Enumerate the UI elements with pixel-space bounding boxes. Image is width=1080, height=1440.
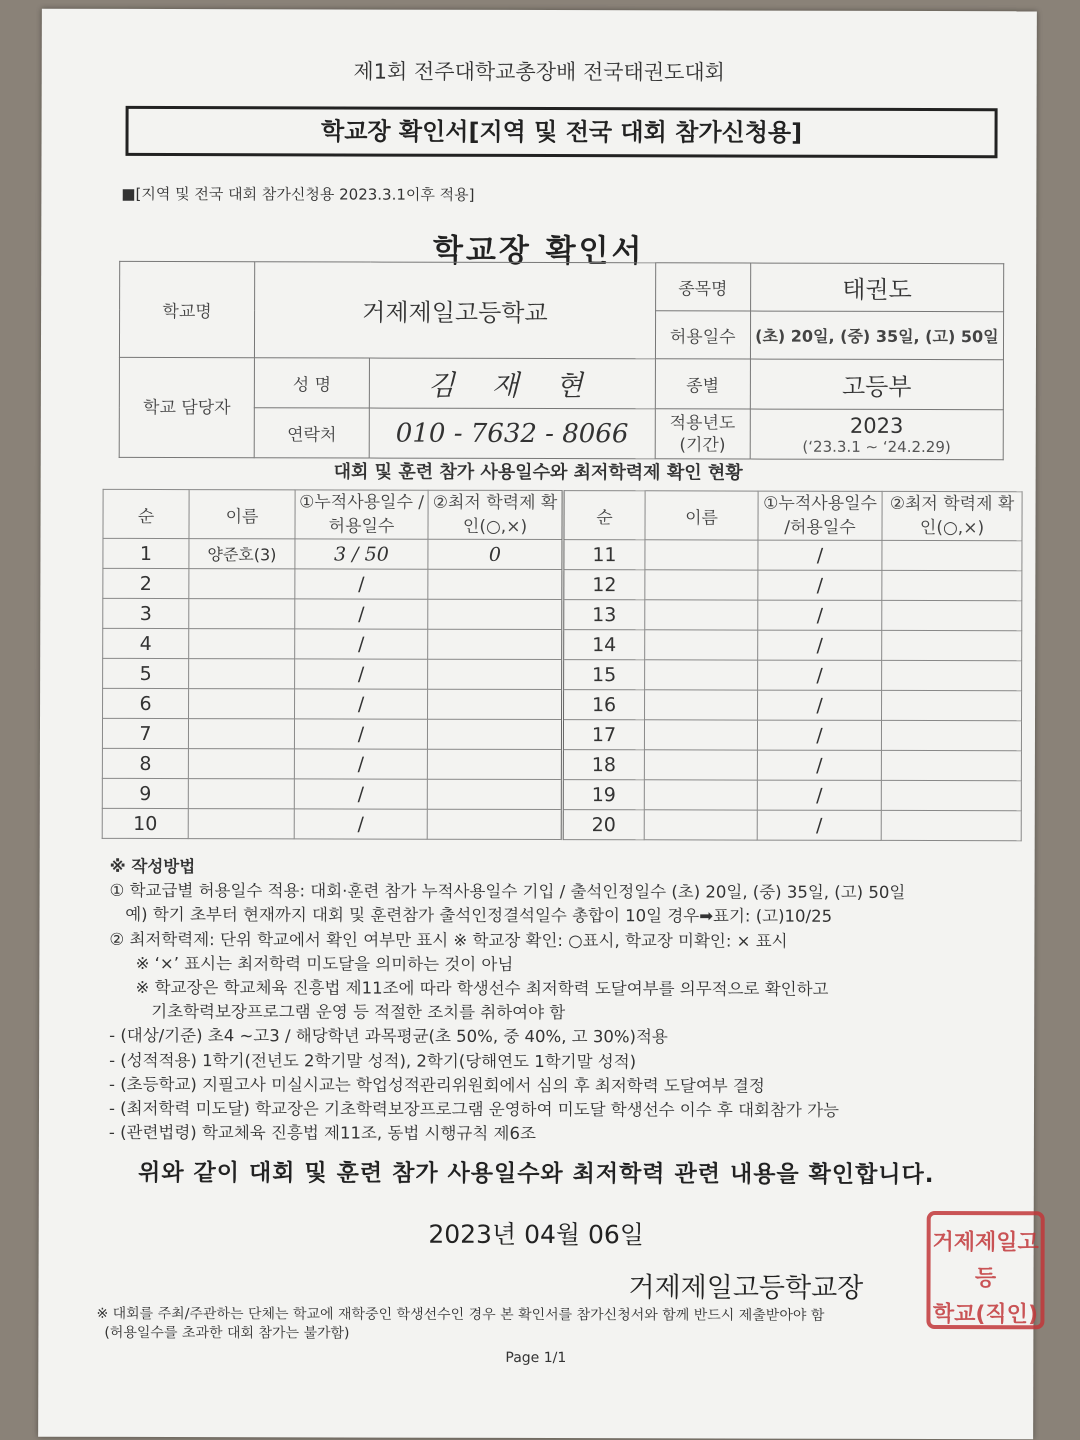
table-row	[103, 628, 1022, 660]
row-days: /	[295, 569, 428, 599]
instructions	[109, 855, 1010, 1148]
instruction-line: ※ ‘×’ 표시는 최저학력 미도달을 의미하는 것이 아님	[109, 953, 514, 974]
row-days: /	[294, 809, 427, 839]
contact-label: 연락처	[254, 408, 369, 458]
document-page	[38, 9, 1037, 1440]
row-min	[427, 779, 562, 809]
header-name: 이름	[645, 491, 758, 540]
row-min	[427, 719, 562, 749]
instruction-line: - (대상/기준) 초4 ~고3 / 해당학년 과목평균(초 50%, 중 40%, 고 30%)적용	[109, 1026, 668, 1047]
row-min	[881, 780, 1021, 810]
row-days: /	[758, 540, 882, 570]
row-name	[189, 569, 295, 599]
row-no: 16	[563, 690, 645, 720]
row-name	[644, 750, 757, 780]
row-days: /	[295, 659, 428, 689]
header-min: ②최저 학력제 확인(○,×)	[882, 491, 1022, 540]
row-no: 9	[102, 778, 188, 808]
row-min	[882, 690, 1022, 720]
instruction-line: - (성적적용) 1학기(전년도 2학기말 성적), 2학기(당해연도 1학기말 성적)	[109, 1050, 637, 1071]
document-title: 학교장 확인서	[432, 232, 645, 270]
table-row	[102, 808, 1021, 840]
row-no: 14	[563, 630, 645, 660]
header-days: ①누적사용일수 /허용일수	[758, 491, 882, 540]
row-days: /	[758, 630, 882, 660]
row-days: /	[294, 779, 427, 809]
row-name	[188, 749, 294, 779]
header-name: 이름	[189, 490, 295, 539]
year-value: 2023	[849, 413, 904, 438]
manager-name-handwritten: 김 재 현	[369, 358, 655, 409]
row-name	[644, 780, 757, 810]
row-no: 13	[563, 600, 645, 630]
allowed-days-label: 허용일수	[655, 311, 750, 359]
table-row	[103, 688, 1022, 720]
division-label: 종별	[655, 359, 750, 409]
row-min	[882, 540, 1022, 570]
row-days: /	[758, 690, 882, 720]
official-seal-stamp: 거제제일고등 학교(직인)	[926, 1211, 1044, 1329]
row-no: 8	[102, 748, 188, 778]
table-row	[103, 598, 1022, 630]
row-days: /	[757, 750, 881, 780]
row-name	[189, 629, 295, 659]
row-min: 0	[428, 539, 563, 569]
sport-value: 태권도	[750, 263, 1003, 312]
row-name	[189, 659, 295, 689]
table-row	[103, 658, 1022, 690]
row-min	[881, 720, 1021, 750]
row-min	[882, 660, 1022, 690]
row-min	[882, 630, 1022, 660]
instruction-line: 기초학력보장프로그램 운영 등 적절한 조치를 취하여야 함	[109, 1002, 566, 1023]
principal-title: 거제제일고등학교장	[628, 1272, 864, 1304]
row-no: 1	[103, 538, 189, 568]
instruction-line: - (최저학력 미도달) 학교장은 기초학력보장프로그램 운영하여 미도달 학생선수 이수 후 대회참가 가능	[108, 1098, 840, 1120]
header-no: 순	[103, 489, 189, 538]
row-min	[427, 749, 562, 779]
row-name	[644, 810, 757, 840]
row-min	[427, 809, 562, 839]
section-title: 대회 및 훈련 참가 사용일수와 최저학력제 확인 현황	[333, 461, 743, 484]
row-days: /	[295, 689, 428, 719]
row-days: /	[757, 720, 881, 750]
event-title: 제1회 전주대학교총장배 전국태권도대회	[353, 59, 726, 85]
row-name	[645, 660, 758, 690]
year-label: 적용년도 (기간)	[655, 409, 750, 459]
row-name	[188, 809, 294, 839]
manager-label: 학교 담당자	[119, 357, 254, 457]
row-min	[881, 750, 1021, 780]
row-days: /	[294, 719, 427, 749]
table-row	[102, 778, 1021, 810]
page-number: Page 1/1	[505, 1349, 567, 1367]
division-value: 고등부	[750, 359, 1003, 410]
school-info-table	[119, 261, 1005, 460]
row-min	[428, 659, 563, 689]
instruction-line: - (초등학교) 지필고사 미실시교는 학업성적관리위원회에서 심의 후 최저학력 도달여부 결정	[109, 1074, 765, 1096]
row-days: /	[758, 600, 882, 630]
row-no: 7	[102, 718, 188, 748]
row-name	[645, 600, 758, 630]
instruction-line: ※ 학교장은 학교체육 진흥법 제11조에 따라 학생선수 최저학력 도달여부를 의무적으로 확인하고	[109, 977, 829, 999]
row-no: 6	[103, 688, 189, 718]
allowed-days-value: (초) 20일, (중) 35일, (고) 50일	[750, 311, 1003, 360]
row-min	[881, 810, 1021, 840]
row-min	[428, 689, 563, 719]
instruction-line: ① 학교급별 허용일수 적용: 대회·훈련 참가 누적사용일수 기입 / 출석인정일수 (초) 20일, (중) 35일, (고) 50일	[109, 881, 906, 903]
row-days: /	[757, 810, 881, 840]
row-name	[645, 540, 758, 570]
instruction-line: ※ 작성방법	[109, 856, 196, 877]
form-title-box: 학교장 확인서[지역 및 전국 대회 참가신청용]	[125, 106, 997, 158]
row-days: /	[758, 570, 882, 600]
instruction-line: 예) 학기 초부터 현재까지 대회 및 훈련참가 출석인정결석일수 총합이 10일 경우➡표기: (고)10/25	[109, 905, 833, 927]
row-days: /	[757, 780, 881, 810]
school-label: 학교명	[119, 261, 254, 357]
row-days: /	[294, 749, 427, 779]
row-min	[882, 570, 1022, 600]
footer-note	[96, 1305, 1026, 1345]
school-value: 거제제일고등학교	[254, 262, 655, 359]
year-period: (‘23.3.1 ~ ‘24.2.29)	[802, 437, 951, 456]
instruction-line: ② 최저학력제: 단위 학교에서 확인 여부만 표시 ※ 학교장 확인: ○표시, 학교장 미확인: × 표시	[109, 929, 788, 951]
row-name	[645, 690, 758, 720]
table-row	[103, 568, 1022, 600]
row-name	[188, 779, 294, 809]
row-no: 20	[562, 810, 644, 840]
row-min	[428, 629, 563, 659]
table-row	[102, 718, 1021, 750]
instruction-line: - (관련법령) 학교체육 진흥법 제11조, 동법 시행규칙 제6조	[108, 1123, 536, 1144]
row-name	[645, 570, 758, 600]
row-days: /	[295, 599, 428, 629]
sport-label: 종목명	[655, 263, 750, 311]
confirmation-statement: 위와 같이 대회 및 훈련 참가 사용일수와 최저학력 관련 내용을 확인합니다.	[138, 1159, 935, 1189]
row-no: 11	[563, 540, 645, 570]
footer-note-line-1: ※ 대회를 주최/주관하는 단체는 학교에 재학중인 학생선수인 경우 본 확인서를 참가신청서와 함께 반드시 제출받아야 함	[96, 1305, 825, 1324]
row-days: 3 / 50	[295, 539, 428, 569]
table-row	[103, 538, 1022, 570]
row-min	[428, 599, 563, 629]
name-label: 성 명	[254, 358, 369, 408]
header-days: ①누적사용일수 /허용일수	[295, 490, 428, 539]
row-no: 4	[103, 628, 189, 658]
row-no: 12	[563, 570, 645, 600]
header-no: 순	[563, 491, 645, 540]
row-no: 2	[103, 568, 189, 598]
row-no: 17	[562, 720, 644, 750]
row-no: 19	[562, 780, 644, 810]
row-no: 5	[103, 658, 189, 688]
header-min: ②최저 학력제 확인(○,×)	[428, 490, 563, 539]
footer-note-line-2: (허용일수를 초과한 대회 참가는 불가함)	[104, 1324, 350, 1342]
year-cell	[750, 409, 1003, 460]
table-row	[102, 748, 1021, 780]
row-name	[189, 599, 295, 629]
applicability-notice: ■[지역 및 전국 대회 참가신청용 2023.3.1이후 적용]	[121, 184, 475, 204]
row-name: 양준호(3)	[189, 539, 295, 569]
row-name	[644, 720, 757, 750]
row-no: 15	[563, 660, 645, 690]
row-days: /	[295, 629, 428, 659]
row-no: 10	[102, 808, 188, 838]
row-name	[188, 719, 294, 749]
participation-table	[102, 489, 1023, 841]
contact-value-handwritten: 010 - 7632 - 8066	[369, 408, 655, 459]
row-min	[882, 600, 1022, 630]
row-no: 18	[562, 750, 644, 780]
row-name	[189, 689, 295, 719]
row-days: /	[758, 660, 882, 690]
row-no: 3	[103, 598, 189, 628]
row-min	[428, 569, 563, 599]
issue-date: 2023년 04월 06일	[428, 1219, 644, 1250]
row-name	[645, 630, 758, 660]
